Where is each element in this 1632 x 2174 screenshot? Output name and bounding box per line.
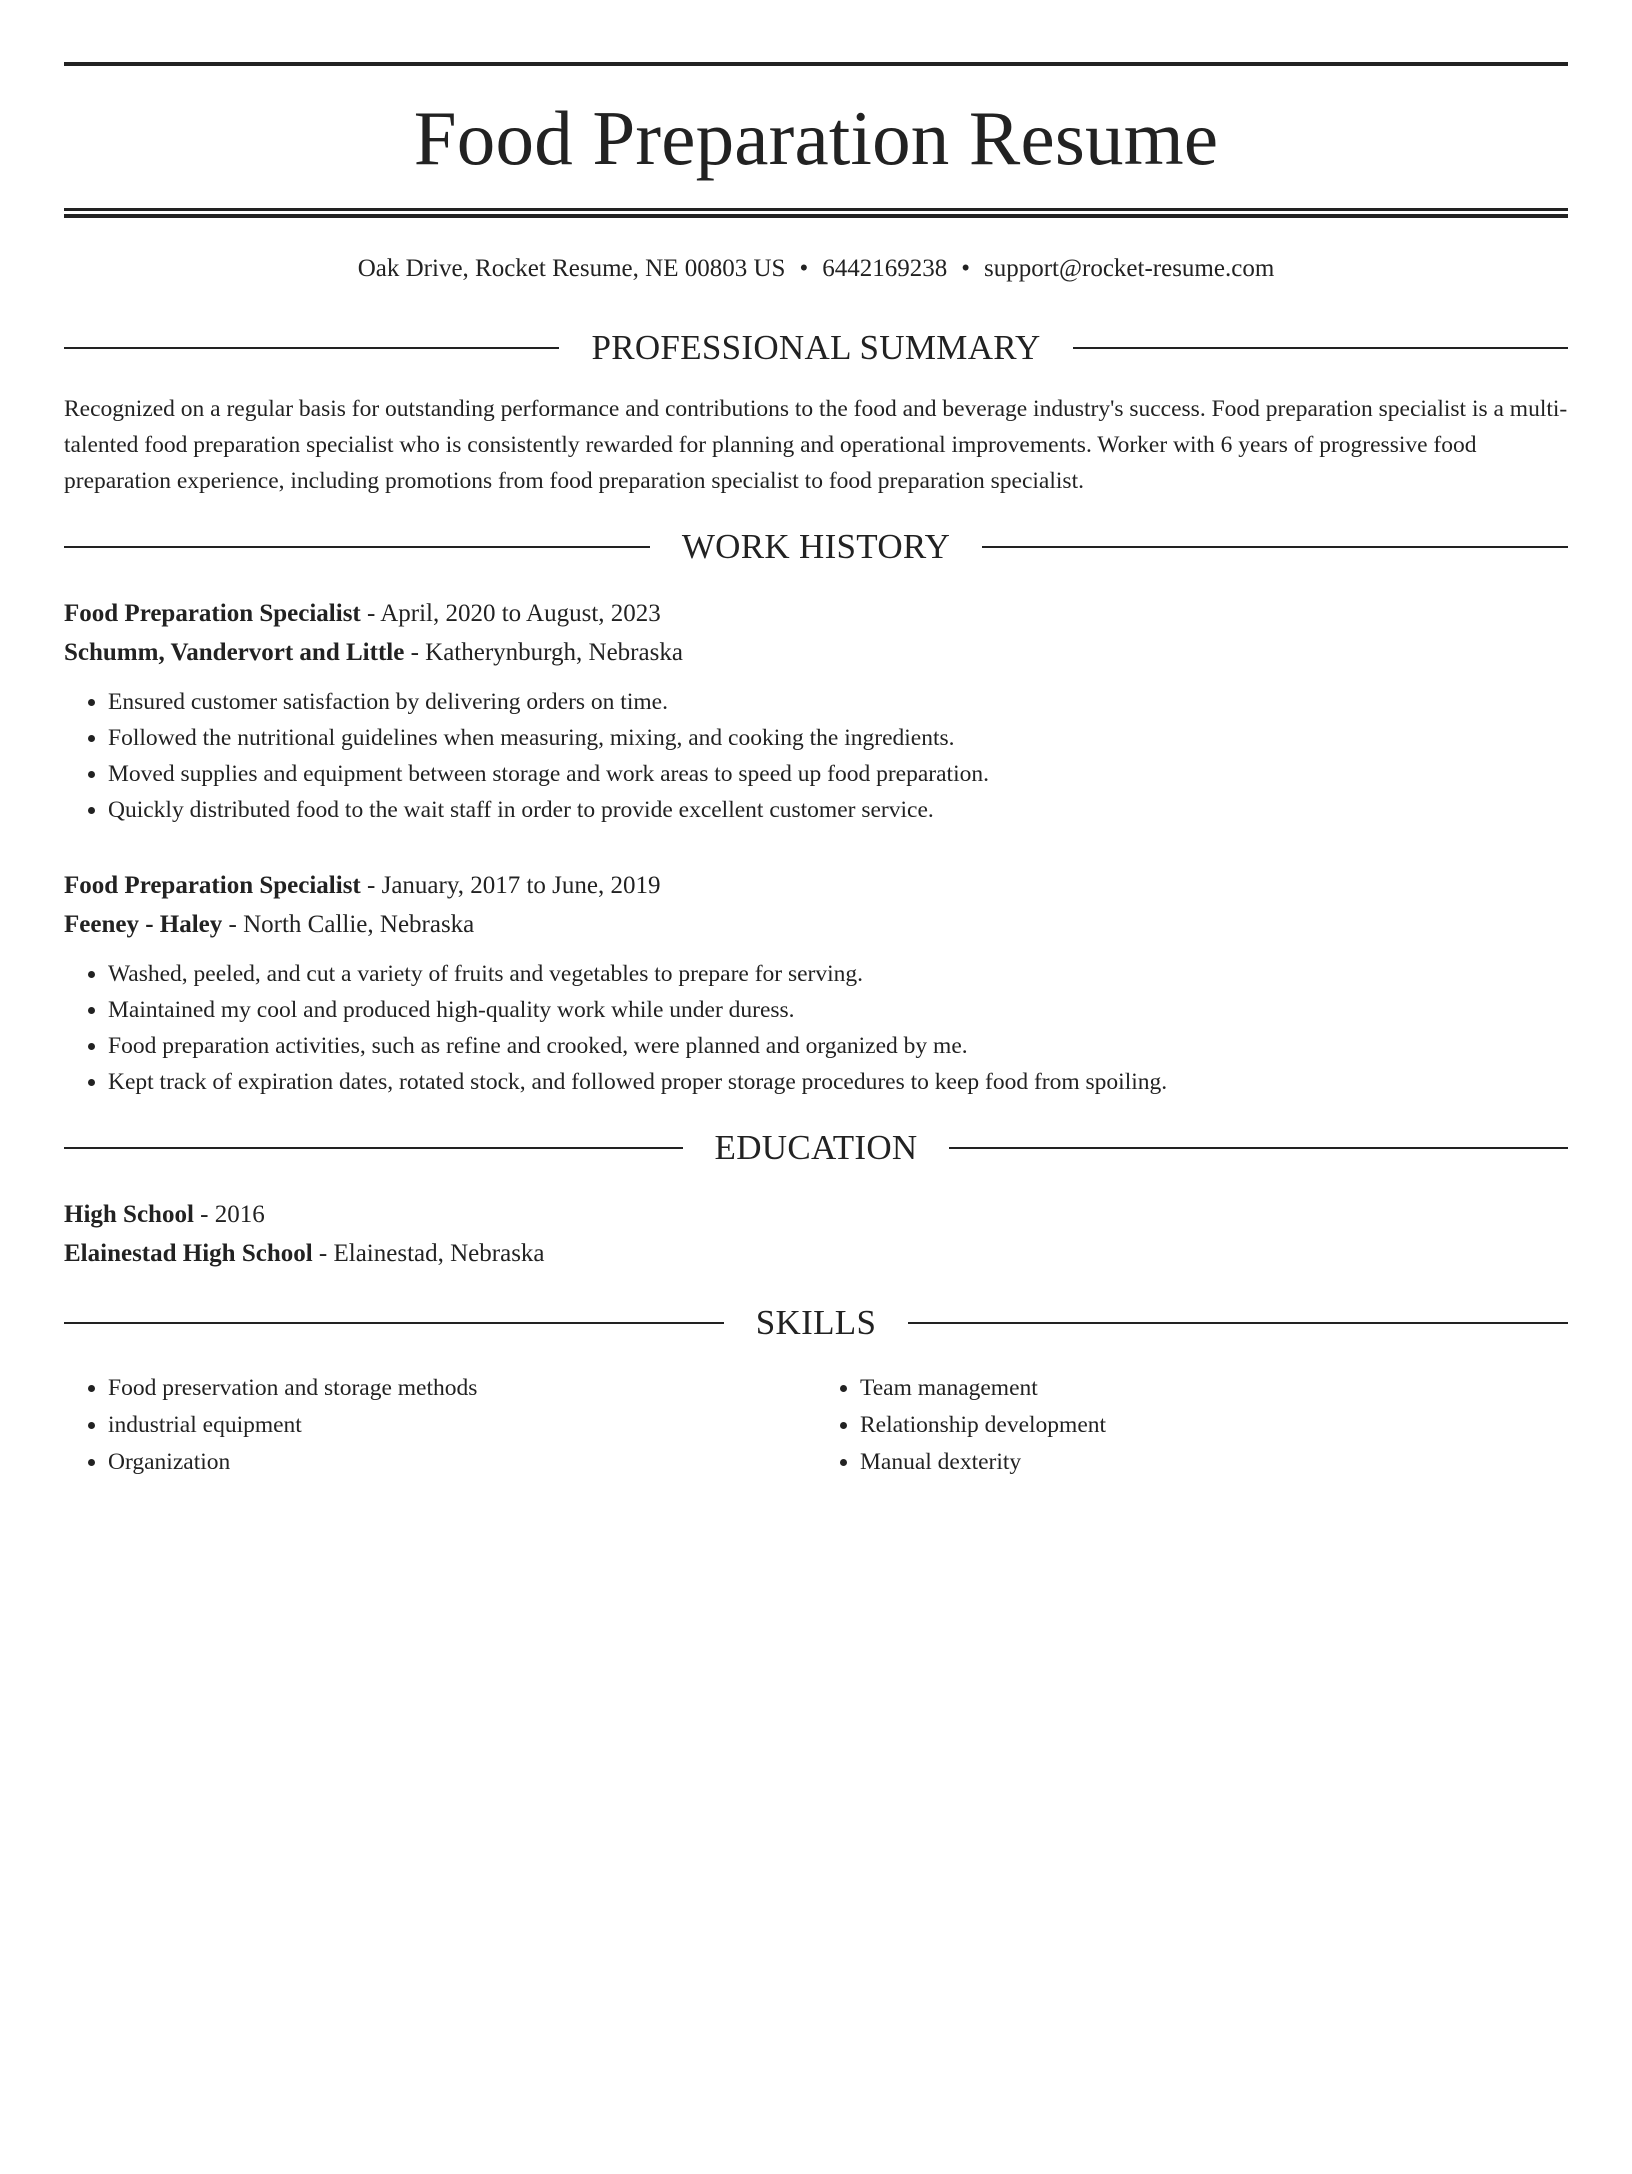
- section-title: PROFESSIONAL SUMMARY: [591, 328, 1041, 367]
- education-degree-line: [64, 1195, 1568, 1234]
- education-year: - 2016: [193, 1201, 265, 1228]
- resume-page: [0, 62, 1632, 2174]
- list-item: • Maintained my cool and produced high-quality work while under duress.: [108, 992, 1568, 1028]
- skill-item: • Organization: [108, 1444, 816, 1481]
- summary-text: Recognized on a regular basis for outstanding performance and contributions to the food and beverage industry's success. Food preparation specialist is a multi-talented food preparation specialist who is consistently rewarded for planning and operational improvements. Worker with 6 years of progressive food preparation experience, including promotions from food preparation specialist to food preparation specialist.: [64, 396, 1568, 494]
- job-location: - North Callie, Nebraska: [222, 911, 475, 938]
- list-item: • Washed, peeled, and cut a variety of fruits and vegetables to prepare for serving.: [108, 956, 1568, 992]
- list-item: • Moved supplies and equipment between storage and work areas to speed up food preparation.: [108, 756, 1568, 792]
- heading-rule-right: [1073, 347, 1568, 349]
- list-item: • Food preparation activities, such as refine and crooked, were planned and organized by me.: [108, 1028, 1568, 1064]
- section-title: EDUCATION: [714, 1128, 918, 1167]
- section-title: SKILLS: [755, 1303, 877, 1342]
- resume-title: Food Preparation Resume: [413, 95, 1219, 181]
- skills-list-left: [64, 1370, 816, 1481]
- job-employer-line: [64, 633, 1568, 672]
- list-item: • Quickly distributed food to the wait staff in order to provide excellent customer service.: [108, 792, 1568, 828]
- skill-item: • Food preservation and storage methods: [108, 1370, 816, 1407]
- skill-item: • Manual dexterity: [860, 1444, 1568, 1481]
- section-heading-skills: [64, 1305, 1568, 1340]
- section-heading-summary: [64, 330, 1568, 365]
- education-degree: High School: [64, 1201, 194, 1228]
- job-title-line: [64, 594, 1568, 633]
- job-entry: [64, 866, 1568, 1100]
- heading-rule-left: [64, 1322, 724, 1324]
- title-double-rule: [64, 208, 1568, 218]
- skills-list-right: [816, 1370, 1568, 1481]
- education-entry: [64, 1195, 1568, 1273]
- skill-item: • industrial equipment: [108, 1407, 816, 1444]
- job-title: Food Preparation Specialist: [64, 872, 361, 899]
- top-rule: [64, 62, 1568, 66]
- section-heading-education: [64, 1130, 1568, 1165]
- list-item: • Followed the nutritional guidelines when measuring, mixing, and cooking the ingredients.: [108, 720, 1568, 756]
- section-heading-work-history: [64, 529, 1568, 564]
- list-item: • Kept track of expiration dates, rotated stock, and followed proper storage procedures to keep food from spoiling.: [108, 1064, 1568, 1100]
- skill-item: • Team management: [860, 1370, 1568, 1407]
- education-school: Elainestad High School: [64, 1240, 313, 1267]
- job-employer: Feeney - Haley: [64, 911, 223, 938]
- heading-rule-left: [64, 347, 559, 349]
- job-employer: Schumm, Vandervort and Little: [64, 639, 405, 666]
- heading-rule-right: [949, 1147, 1568, 1149]
- job-employer-line: [64, 905, 1568, 944]
- contact-phone: 6442169238: [822, 255, 948, 282]
- contact-separator: •: [961, 255, 970, 282]
- job-dates: - January, 2017 to June, 2019: [360, 872, 661, 899]
- contact-line: [64, 254, 1568, 284]
- skills-columns: [64, 1370, 1568, 1481]
- job-dates: - April, 2020 to August, 2023: [360, 600, 661, 627]
- education-location: - Elainestad, Nebraska: [312, 1240, 545, 1267]
- job-bullets: [64, 684, 1568, 828]
- education-school-line: [64, 1234, 1568, 1273]
- heading-rule-left: [64, 546, 650, 548]
- section-title: WORK HISTORY: [681, 527, 951, 566]
- skill-item: • Relationship development: [860, 1407, 1568, 1444]
- job-title-line: [64, 866, 1568, 905]
- heading-rule-right: [982, 546, 1568, 548]
- job-location: - Katherynburgh, Nebraska: [404, 639, 683, 666]
- contact-separator: •: [799, 255, 809, 282]
- job-entry: [64, 594, 1568, 828]
- job-title: Food Preparation Specialist: [64, 600, 361, 627]
- contact-address: Oak Drive, Rocket Resume, NE 00803 US: [357, 255, 786, 282]
- heading-rule-right: [908, 1322, 1568, 1324]
- contact-email: support@rocket-resume.com: [983, 255, 1275, 282]
- heading-rule-left: [64, 1147, 683, 1149]
- job-bullets: [64, 956, 1568, 1100]
- list-item: • Ensured customer satisfaction by delivering orders on time.: [108, 684, 1568, 720]
